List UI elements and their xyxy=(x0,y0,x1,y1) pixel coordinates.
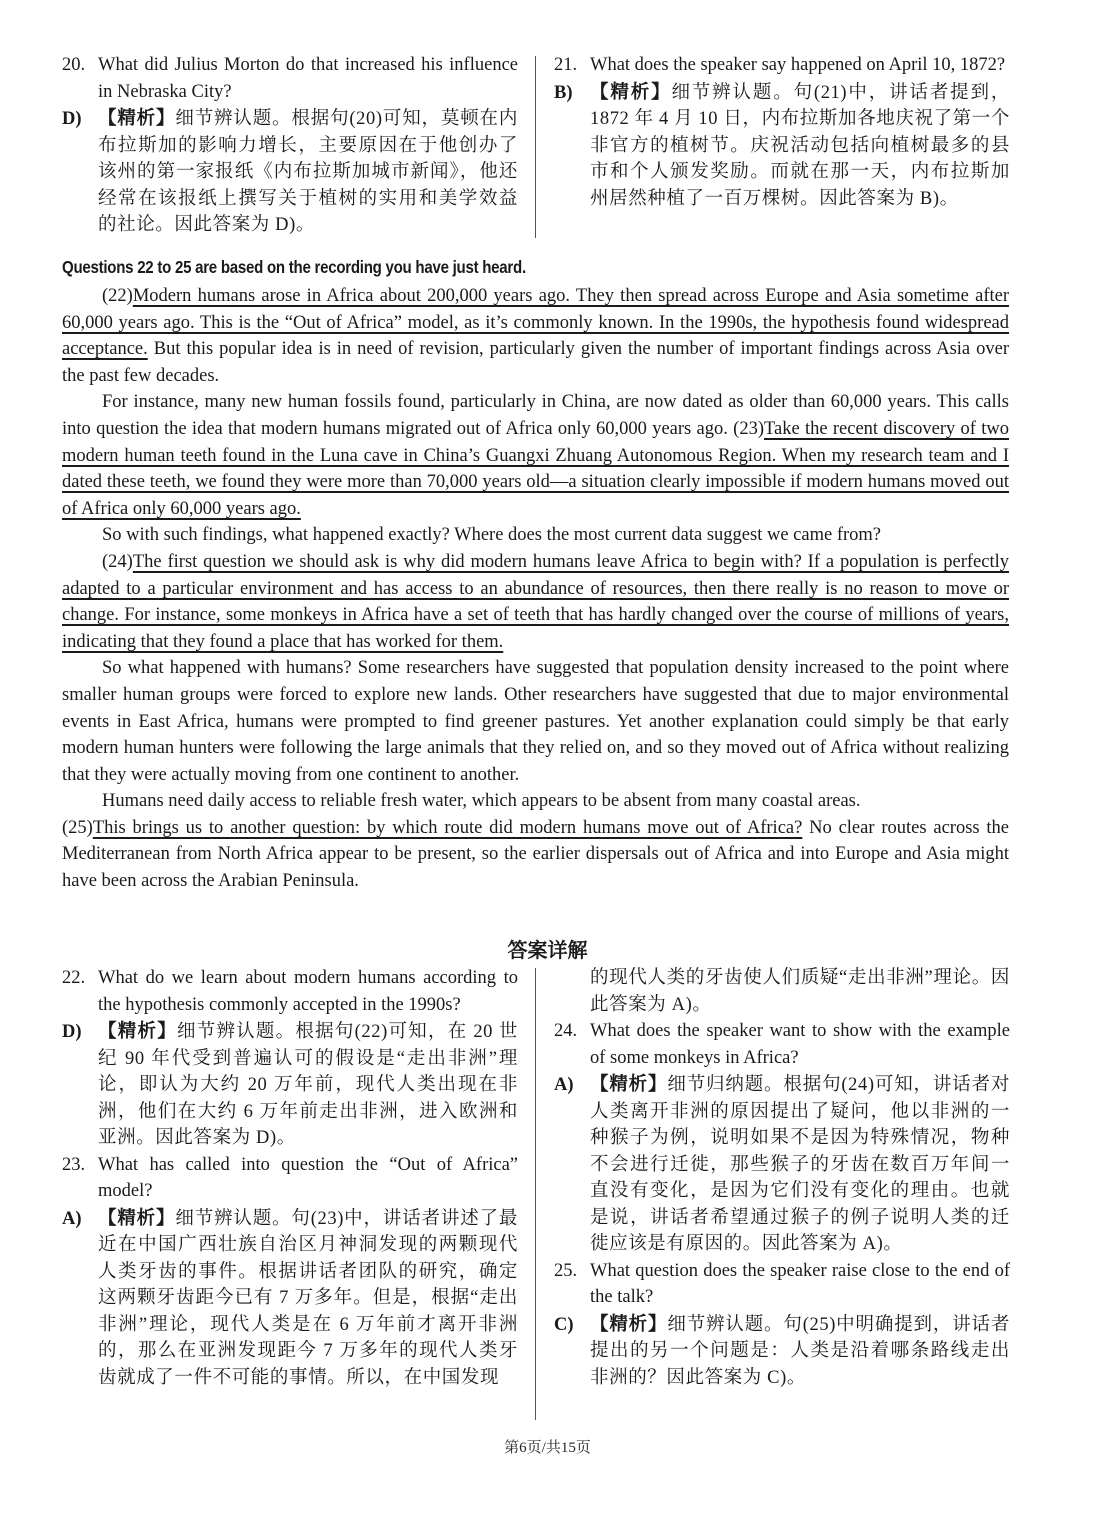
underlined-sentence-24: The first question we should ask is why did modern humans leave Africa to begin with? If a population is perfectly adapted to a particular environment and has access to an abundance of resources, then there really is no reason to move or change. For instance, some monkeys in Africa have a set of teeth that has hardly changed over the course of millions of years, indicating that they found a place that has worked for them. xyxy=(62,551,1009,652)
explanation-text: 细节归纳题。根据句(24)可知，讲话者对人类离开非洲的原因提出了疑问，他以非洲的一种猴子为例，说明如果不是因为特殊情况，物种不会进行迁徙，那些猴子的牙齿在数百万年间一直没有变化，是因为它们没有变化的理由。也就是说，讲话者希望通过猴子的例子说明人类的迁徙应该是有原因的。因此答案为 A)。 xyxy=(590,1075,1010,1254)
paragraph-text: Humans need daily access to reliable fresh water, which appears to be absent from many coastal areas. xyxy=(102,791,861,812)
underlined-sentence-22: Modern humans arose in Africa about 200,000 years ago. They then spread across Europe and Asia sometime after 60,000 years ago. This is the “Out of Africa” model, as it’s commonly known. In the 1990s, the hypothesis found widespread acceptance. xyxy=(62,286,1009,360)
sentence-marker-23: (23) xyxy=(733,418,764,439)
analysis-tag: 【精析】 xyxy=(98,109,176,129)
answer-24 xyxy=(554,1072,1010,1258)
question-number: 21. xyxy=(554,55,578,75)
question-25-block xyxy=(554,1258,1010,1392)
passage-transcript xyxy=(62,283,1009,895)
explanation-text: 细节辨认题。句(25)中明确提到，讲话者提出的另一个问题是：人类是沿着哪条路线走出非洲的？因此答案为 C)。 xyxy=(590,1314,1010,1388)
column-divider xyxy=(535,56,536,238)
answer-23-continuation: 的现代人类的牙齿使人们质疑“走出非洲”理论。因此答案为 A)。 xyxy=(590,968,1010,1015)
paragraph-text: No clear routes across the Mediterranean from North Africa appear to be present, so the earlier dispersals out of Africa and into Europe and Asia might have been across the Arabian Peninsula. xyxy=(62,817,1010,892)
explanation-text: 细节辨认题。根据句(20)可知，莫顿在内布拉斯加的影响力增长，主要原因在于他创办了该州的第一家报纸《内布拉斯加城市新闻》，他还经常在该报纸上撰写关于植树的实用和美学效益的社论。因此答案为 D)。 xyxy=(98,109,518,235)
answer-letter: A) xyxy=(62,1208,82,1229)
answer-letter: A) xyxy=(554,1075,574,1095)
question-text: What did Julius Morton do that increased his influence in Nebraska City? xyxy=(98,55,518,102)
sentence-marker-25: (25) xyxy=(62,817,93,838)
question-22-block xyxy=(62,965,518,1152)
paragraph-1 xyxy=(62,283,1009,389)
question-24 xyxy=(554,1018,1010,1071)
underlined-sentence-23: Take the recent discovery of two modern human teeth found in the Luna cave in China’s Guangxi Zhuang Autonomous Region. When my research team and I dated these teeth, we found they were more than 70,000 years old—a situation clearly impossible if modern humans moved out of Africa only 60,000 years ago. xyxy=(62,418,1009,519)
question-21 xyxy=(554,52,1010,79)
paragraph-3: So with such findings, what happened exactly? Where does the most current data suggest we came from? xyxy=(102,525,881,546)
question-number: 24. xyxy=(554,1021,578,1041)
section-title: Questions 22 to 25 are based on the recording you have just heard. xyxy=(62,257,526,277)
question-23 xyxy=(62,1152,518,1205)
question-text: What question does the speaker raise close to the end of the talk? xyxy=(590,1260,1010,1307)
analysis-tag: 【精析】 xyxy=(98,1022,177,1042)
question-text: What does the speaker say happened on April 10, 1872? xyxy=(590,55,1006,75)
question-number: 23. xyxy=(62,1154,86,1175)
question-text: What do we learn about modern humans according to the hypothesis commonly accepted in the 1990s? xyxy=(98,968,518,1015)
answer-25 xyxy=(554,1312,1010,1392)
sentence-marker-24: (24) xyxy=(102,551,133,572)
question-20-block xyxy=(62,52,518,239)
answer-22 xyxy=(62,1019,518,1152)
paragraph-4 xyxy=(62,549,1009,655)
answers-right-column xyxy=(554,965,1010,1391)
analysis-tag: 【精析】 xyxy=(98,1208,176,1229)
column-divider xyxy=(535,968,536,1420)
question-22 xyxy=(62,965,518,1018)
analysis-tag: 【精析】 xyxy=(590,1314,668,1335)
question-20 xyxy=(62,52,518,105)
answers-heading: 答案详解 xyxy=(507,938,588,962)
explanation-text: 细节辨认题。根据句(22)可知，在 20 世纪 90 年代受到普遍认可的假设是“走出非洲”理论，即认为大约 20 万年前，现代人类出现在非洲，他们在大约 6 万年前走出非洲，进入欧洲和亚洲。因此答案为 D)。 xyxy=(98,1022,518,1148)
paragraph-2 xyxy=(62,389,1009,522)
paragraph-text: But this popular idea is in need of revision, particularly given the number of important findings across Asia over the past few decades. xyxy=(62,339,1009,386)
explanation-text: 细节辨认题。句(21)中，讲话者提到，1872 年 4 月 10 日，内布拉斯加各地庆祝了第一个非官方的植树节。庆祝活动包括向植树最多的县市和个人颁发奖励。而就在那一天，内布拉斯加州居然种植了一百万棵树。因此答案为 B)。 xyxy=(590,82,1010,209)
question-25 xyxy=(554,1258,1010,1311)
answers-left-column xyxy=(62,965,518,1391)
answer-20 xyxy=(62,106,518,239)
question-number: 22. xyxy=(62,968,86,988)
paragraph-5: So what happened with humans? Some researchers have suggested that population density increased to the point where smaller human groups were forced to explore new lands. Other researchers have suggested that due to major environmental events in East Africa, humans were prompted to find greener pastures. Yet another explanation could simply be that early modern human hunters were following the large animals that they relied on, and so they moved out of Africa without realizing that they were actually moving from one continent to another. xyxy=(62,658,1009,785)
answer-letter: B) xyxy=(554,82,573,103)
underlined-sentence-25: This brings us to another question: by which route did modern humans move out of Africa? xyxy=(92,817,803,838)
answer-letter: D) xyxy=(62,1022,82,1042)
question-number: 20. xyxy=(62,55,86,75)
question-number: 25. xyxy=(554,1260,578,1281)
question-text: What does the speaker want to show with the example of some monkeys in Africa? xyxy=(590,1021,1010,1068)
question-23-block xyxy=(62,1152,518,1392)
paragraph-6 xyxy=(62,788,1009,815)
analysis-tag: 【精析】 xyxy=(590,82,672,103)
answer-23 xyxy=(62,1206,518,1392)
question-text: What has called into question the “Out of Africa” model? xyxy=(98,1154,518,1201)
question-24-block xyxy=(554,1018,1010,1258)
analysis-tag: 【精析】 xyxy=(590,1075,668,1095)
answer-letter: C) xyxy=(554,1314,574,1335)
paragraph-text: For instance, many new human fossils found, particularly in China, are now dated as older than 60,000 years. This calls into question the idea that modern humans migrated out of Africa only 60,000 years ago. xyxy=(62,392,1009,439)
paragraph-6-cont xyxy=(62,815,1009,895)
explanation-text: 细节辨认题。句(23)中，讲话者讲述了最近在中国广西壮族自治区月神洞发现的两颗现代人类牙齿的事件。根据讲话者团队的研究，确定这两颗牙齿距今已有 7 万多年。但是，根据“走出非洲”理论，现代人类是在 6 万年前才离开非洲的，那么在亚洲发现距今 7 万多年的现代人类牙齿就成了一件不可能的事情。所以，在中国发现 xyxy=(98,1208,518,1388)
answer-letter: D) xyxy=(62,109,82,129)
answer-21 xyxy=(554,80,1010,213)
page-number: 第6页/共15页 xyxy=(504,1440,591,1456)
sentence-marker-22: (22) xyxy=(102,286,133,306)
question-21-block xyxy=(554,52,1010,212)
